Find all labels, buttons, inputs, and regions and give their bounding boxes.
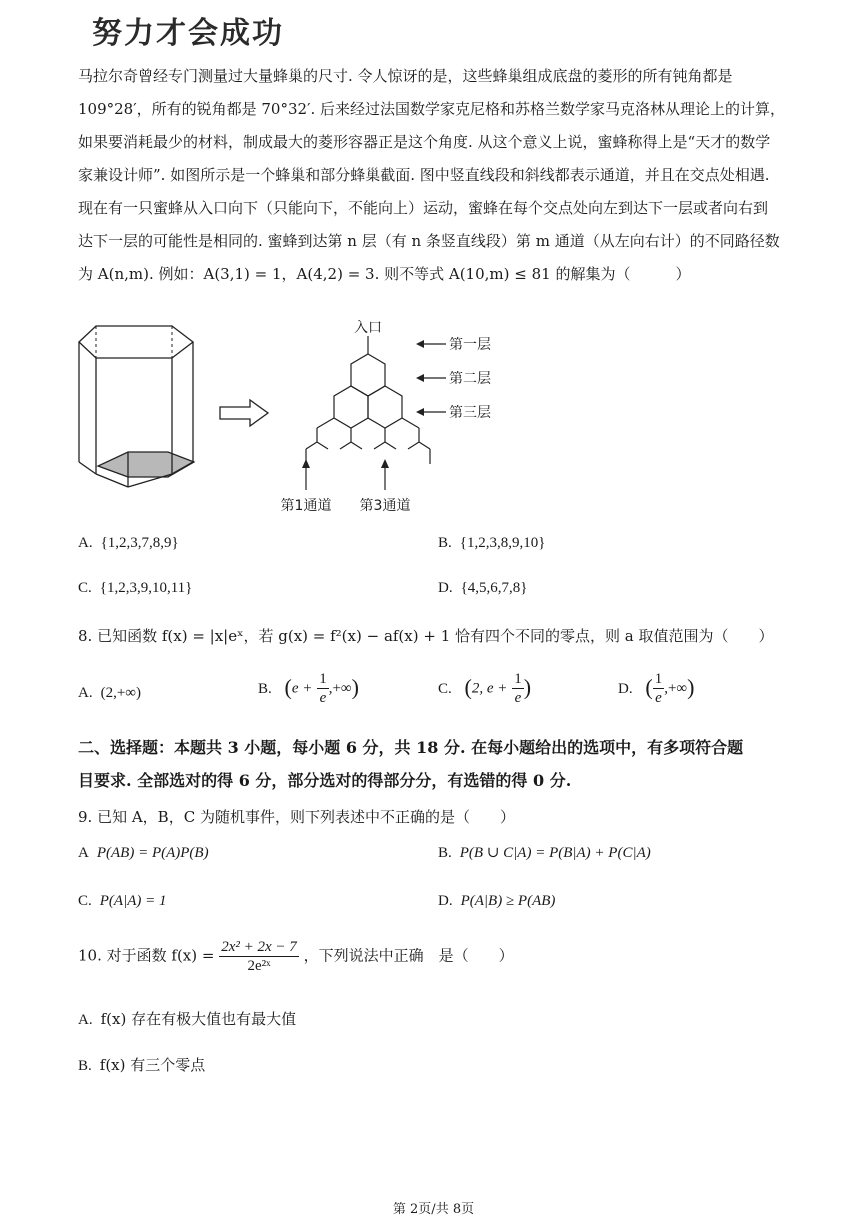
q10-option-b[interactable] (78, 1054, 205, 1075)
option-text: e + (291, 680, 313, 697)
channel1-label: 第1通道 (280, 498, 332, 514)
fraction: $\frac{\text{2x² + 2x − 7}}{\text{2e²ˣ}}$ (221, 939, 297, 974)
option-text: (2,+∞) (100, 685, 141, 701)
option-text: P(B ∪ C|A) = P(B|A) + P(C|A) (459, 845, 651, 861)
q9-option-a[interactable] (78, 843, 209, 862)
fraction: $\frac{1}{e}$ (319, 671, 327, 706)
option-text: P(A|A) = 1 (99, 893, 167, 909)
option-tag: B. (438, 845, 452, 861)
q8-option-d[interactable]: D. ( $\frac{1}{e}$ ,+∞) (618, 671, 695, 706)
q7-stem (78, 60, 808, 291)
option-text: 2, e + (471, 680, 508, 697)
option-tag: A. (78, 685, 93, 701)
q8-option-a[interactable] (78, 683, 141, 702)
q10-stem-post: ，下列说法中正确 是（ ） (303, 946, 514, 965)
option-text: {1,2,3,9,10,11} (99, 580, 193, 596)
q10-stem (78, 938, 514, 975)
q7-option-d[interactable] (438, 578, 528, 597)
option-tag: B. (438, 535, 452, 551)
option-text: P(A|B) ≥ P(AB) (460, 893, 556, 909)
option-text: {1,2,3,8,9,10} (459, 535, 546, 551)
q7-line: 达下一层的可能性是相同的. 蜜蜂到达第 n 层（有 n 条竖直线段）第 m 通道（从左向右计）的不同路径数 (78, 232, 780, 250)
q7-line: 马拉尔奇曾经专门测量过大量蜂巢的尺寸. 令人惊讶的是，这些蜂巢组成底盘的菱形的所有钝角都是 (78, 67, 733, 85)
q9-option-c[interactable] (78, 891, 167, 910)
option-tag: A. (78, 1012, 93, 1028)
q9-option-b[interactable] (438, 843, 651, 862)
option-tag: C. (78, 580, 92, 596)
q7-option-a[interactable] (78, 533, 179, 552)
q9-option-d[interactable] (438, 891, 555, 910)
channel3-label: 第3通道 (359, 498, 411, 514)
layer1-label: 第一层 (449, 337, 491, 353)
option-tag: C. (438, 680, 452, 697)
option-text: {4,5,6,7,8} (460, 580, 528, 596)
hexagonal-prism-figure (76, 322, 206, 497)
section-heading-line: 目要求. 全部选对的得 6 分，部分选对的得部分分，有选错的得 0 分. (78, 771, 572, 790)
fraction: $\frac{1}{e}$ (514, 671, 522, 706)
q8-option-b[interactable]: B. (e + $\frac{1}{e}$ ,+∞) (258, 671, 359, 706)
q7-option-b[interactable] (438, 533, 545, 552)
option-tag: B. (78, 1058, 92, 1074)
honeycomb-section-diagram (268, 314, 518, 519)
option-text: ,+∞ (328, 680, 352, 697)
option-text: f(x) 有三个零点 (99, 1056, 206, 1074)
layer3-label: 第三层 (449, 405, 491, 421)
q10-option-a[interactable] (78, 1008, 296, 1029)
hollow-arrow-icon (218, 398, 270, 428)
banner-slogan: 努力才会成功 (92, 16, 284, 51)
section-heading-line: 二、选择题：本题共 3 小题，每小题 6 分，共 18 分. 在每小题给出的选项中，有多项符合题 (78, 738, 744, 757)
q7-line: 如果要消耗最少的材料，制成最大的菱形容器正是这个角度. 从这个意义上说，蜜蜂称得上是“天才的数学 (78, 133, 771, 151)
q7-line: 109°28′，所有的锐角都是 70°32′. 后来经过法国数学家克尼格和苏格兰数学家马克洛林从理论上的计算， (78, 100, 786, 118)
q7-line: 家兼设计师”. 如图所示是一个蜂巢和部分蜂巢截面. 图中竖直线段和斜线都表示通道，并且在交点处相遇. (78, 166, 770, 184)
entrance-label: 入口 (354, 320, 382, 336)
q8-option-c[interactable]: C. (2, e + $\frac{1}{e}$ ) (438, 671, 532, 706)
page-number: 第 2页/共 8页 (392, 1202, 475, 1217)
option-tag: A (78, 845, 89, 861)
q10-stem-pre: 10. 对于函数 f(x) = (78, 946, 215, 965)
option-tag: A. (78, 535, 93, 551)
option-tag: B. (258, 680, 272, 697)
option-tag: D. (438, 893, 453, 909)
option-text: ,+∞ (664, 680, 688, 697)
option-tag: C. (78, 893, 92, 909)
q9-stem: 9. 已知 A，B，C 为随机事件，则下列表述中不正确的是（ ） (78, 808, 515, 826)
option-tag: D. (618, 680, 633, 697)
option-text: {1,2,3,7,8,9} (100, 535, 179, 551)
fraction: $\frac{1}{e}$ (654, 671, 663, 706)
section-heading (78, 731, 818, 797)
option-tag: D. (438, 580, 453, 596)
q7-option-c[interactable] (78, 578, 192, 597)
q7-line: 现在有一只蜜蜂从入口向下（只能向下，不能向上）运动，蜜蜂在每个交点处向左到达下一层或者向右到 (78, 199, 769, 217)
q7-line: 为 A(n,m). 例如：A(3,1) = 1，A(4,2) = 3. 则不等式 A(10,m) ≤ 81 的解集为（ ） (78, 265, 691, 283)
q8-stem: 8. 已知函数 f(x) = |x|eˣ，若 g(x) = f²(x) − af(x) + 1 恰有四个不同的零点，则 a 取值范围为（ ） (78, 627, 774, 645)
layer2-label: 第二层 (449, 371, 491, 387)
option-text: P(AB) = P(A)P(B) (96, 845, 209, 861)
option-text: f(x) 存在有极大值也有最大值 (100, 1010, 297, 1028)
